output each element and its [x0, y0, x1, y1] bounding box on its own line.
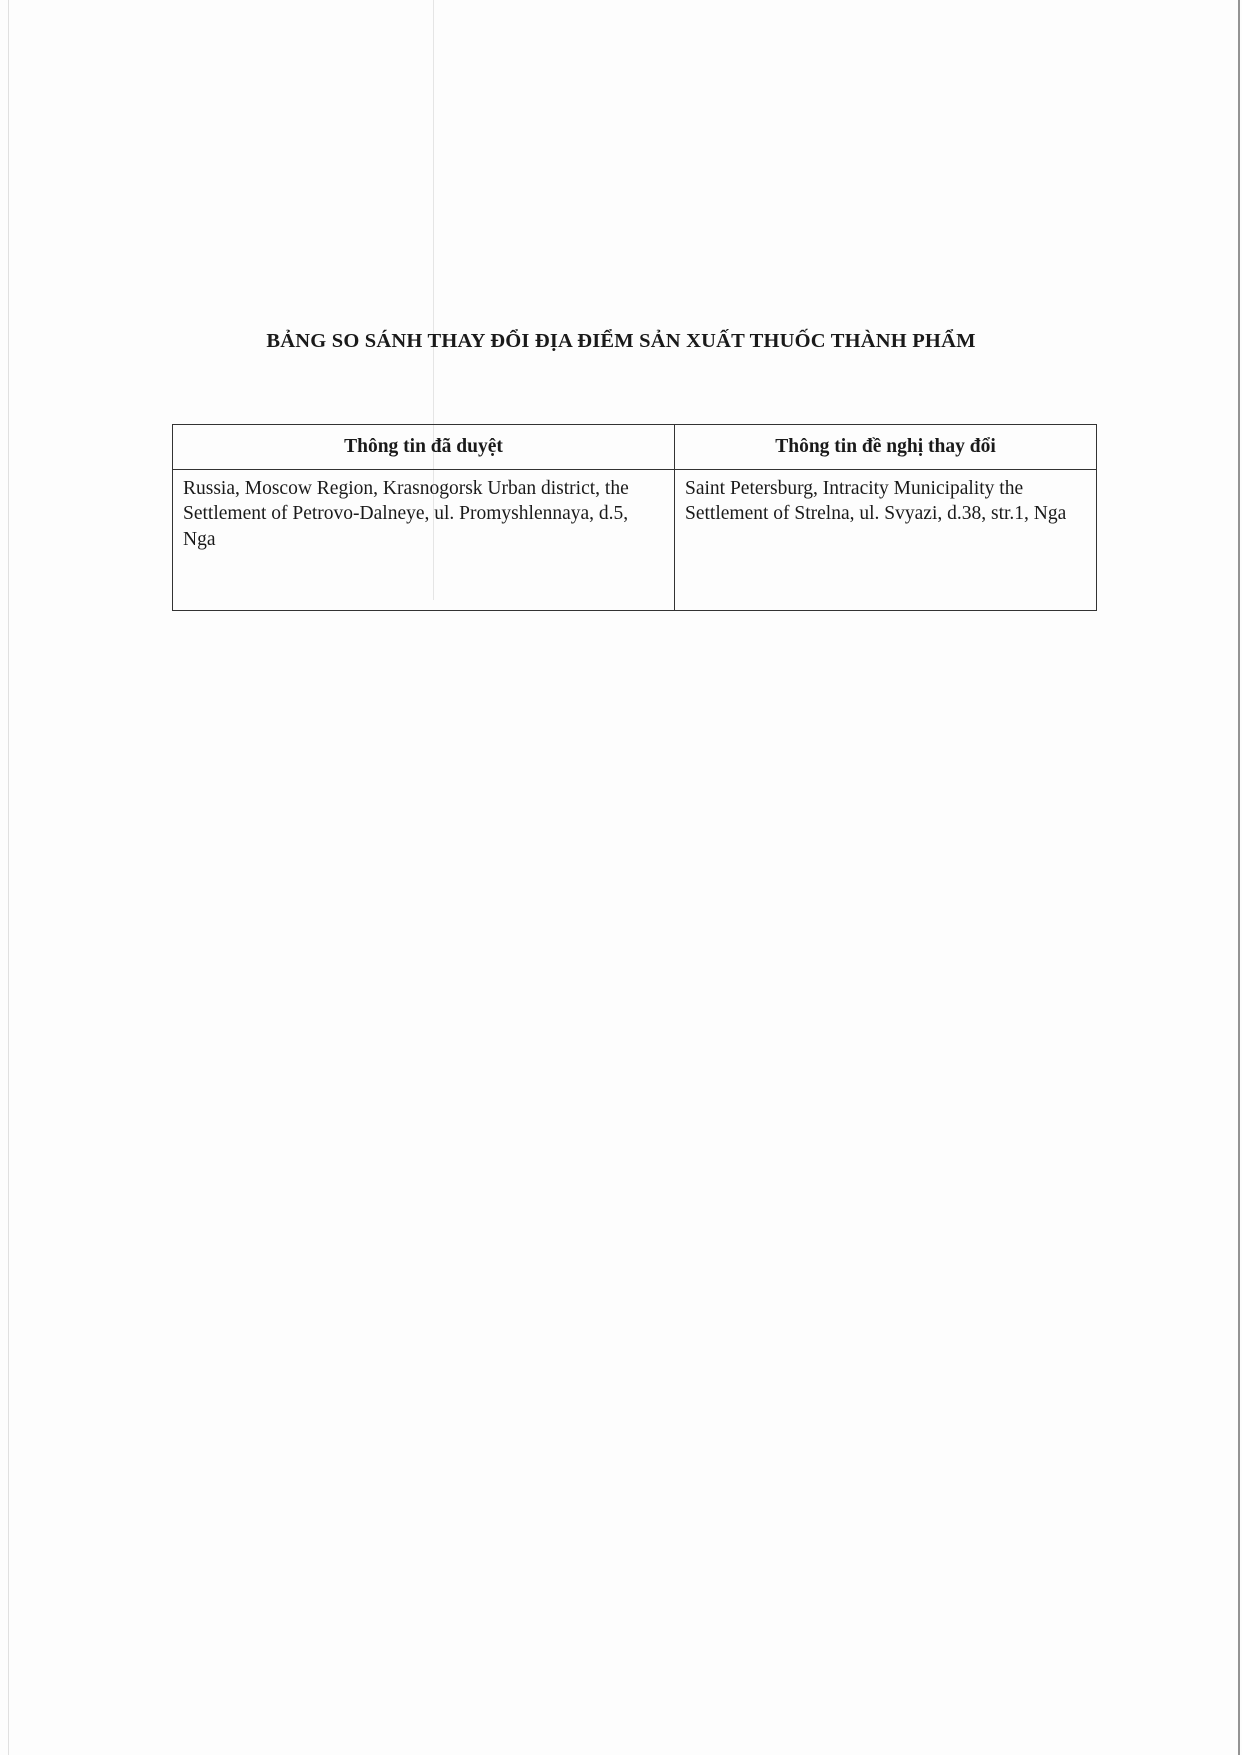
- document-title: BẢNG SO SÁNH THAY ĐỔI ĐỊA ĐIỂM SẢN XUẤT THUỐC THÀNH PHẨM: [266, 330, 976, 352]
- table-row: [173, 470, 1097, 611]
- approved-address-cell: Russia, Moscow Region, Krasnogorsk Urban district, the Settlement of Petrovo-Dalneye, ul. Promyshlennaya, d.5, Nga: [173, 470, 675, 611]
- table-header-row: [173, 425, 1097, 470]
- proposed-address-cell: Saint Petersburg, Intracity Municipality the Settlement of Strelna, ul. Svyazi, d.38, str.1, Nga: [675, 470, 1097, 611]
- comparison-table: [172, 424, 1097, 611]
- header-proposed-change: Thông tin đề nghị thay đổi: [675, 425, 1097, 470]
- scan-edge-left: [8, 0, 9, 1755]
- header-approved-info: Thông tin đã duyệt: [173, 425, 675, 470]
- scan-edge-right: [1238, 0, 1240, 1755]
